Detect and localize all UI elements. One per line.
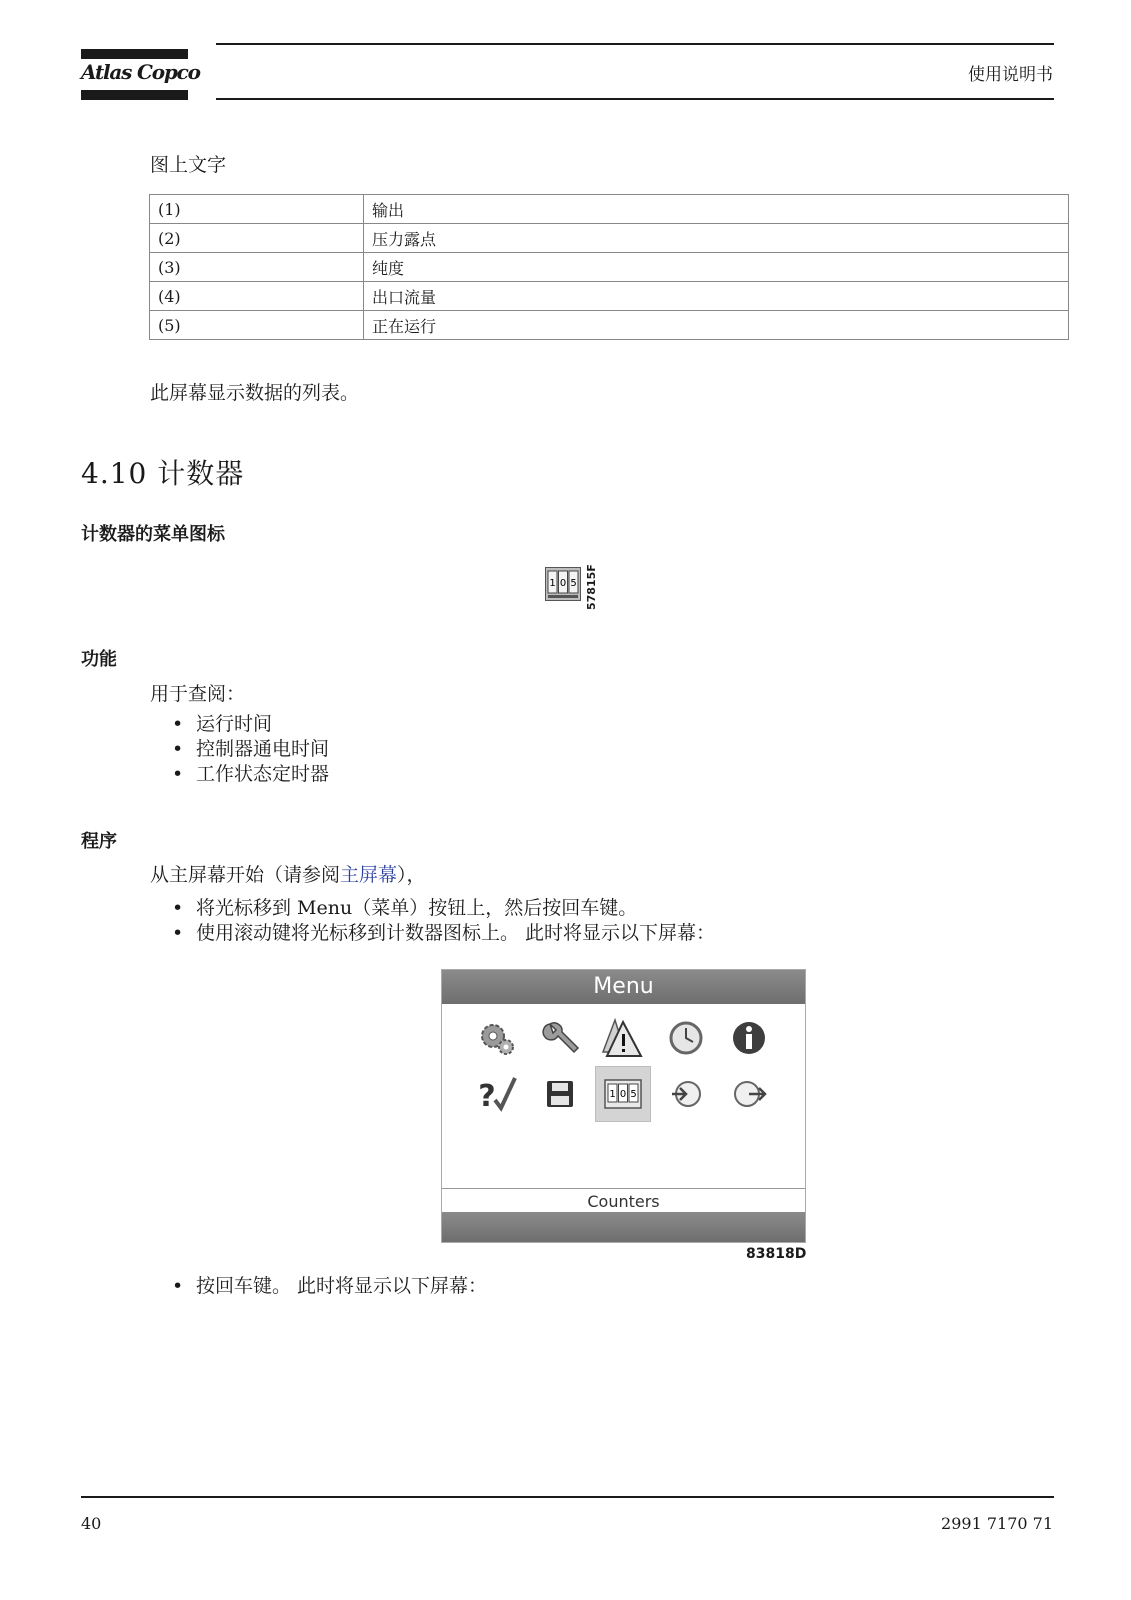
status-divider [442,1188,805,1189]
procedure-intro-suffix: ）， [397,864,426,886]
counters-icon[interactable] [599,1070,647,1118]
table-row [150,282,1069,311]
legend-table [149,194,1069,340]
svg-text:0: 0 [559,578,567,589]
procedure-final [172,1274,487,1299]
menu-icon-heading: 计数器的菜单图标 [81,524,225,545]
legend-label: 出口流量 [364,282,1069,311]
document-number: 2991 7170 71 [941,1514,1053,1533]
svg-text:0: 0 [619,1089,627,1100]
logo-bar-top [81,49,188,59]
list-item: • 运行时间 [172,712,329,737]
main-screen-link[interactable]: 主屏幕 [340,864,398,886]
section-title: 4.10 计数器 [81,457,245,490]
legend-num: (5) [150,311,364,340]
screen-figure-code: 83818D [746,1246,807,1262]
atlas-copco-logo: Atlas Copco [81,60,200,84]
svg-text:5: 5 [630,1089,637,1100]
svg-text:1: 1 [549,578,556,589]
counter-menu-icon [545,567,581,601]
menu-screen-footer-bar [442,1212,805,1242]
header-rule-bottom [216,98,1054,100]
list-item: • 按回车键。 此时将显示以下屏幕： [172,1274,487,1299]
list-item: • 将光标移到 Menu（菜单）按钮上，然后按回车键。 [172,896,715,921]
legend-num: (4) [150,282,364,311]
function-list [172,712,329,787]
icon-figure-code: 57815F [585,564,598,610]
save-disk-icon[interactable] [536,1070,584,1118]
legend-label: 正在运行 [364,311,1069,340]
menu-screen [441,969,806,1243]
legend-num: (1) [150,195,364,224]
info-icon[interactable] [725,1014,773,1062]
wrench-icon[interactable] [536,1014,584,1062]
help-check-icon[interactable] [473,1070,521,1118]
legend-num: (3) [150,253,364,282]
document-title: 使用说明书 [968,65,1053,85]
clock-icon[interactable] [662,1014,710,1062]
function-intro: 用于查阅： [150,683,246,705]
intro-paragraph: 此屏幕显示数据的列表。 [150,382,360,404]
table-row [150,311,1069,340]
menu-screen-title: Menu [442,970,805,1004]
legend-label: 输出 [364,195,1069,224]
list-item: • 控制器通电时间 [172,737,329,762]
table-row [150,224,1069,253]
forward-arrow-icon[interactable] [725,1070,773,1118]
legend-label: 压力露点 [364,224,1069,253]
function-heading: 功能 [81,649,117,670]
settings-gear-icon[interactable] [473,1014,521,1062]
page-number: 40 [81,1514,102,1533]
back-arrow-icon[interactable] [662,1070,710,1118]
svg-text:?: ? [478,1079,496,1114]
svg-text:5: 5 [570,578,577,589]
table-row [150,253,1069,282]
procedure-heading: 程序 [81,831,117,852]
legend-num: (2) [150,224,364,253]
svg-text:1: 1 [609,1089,616,1100]
warning-icon[interactable] [599,1014,647,1062]
header-rule-top [216,43,1054,45]
procedure-intro [150,860,426,887]
legend-title: 图上文字 [150,154,227,176]
legend-label: 纯度 [364,253,1069,282]
logo-bar-bottom [81,90,188,100]
procedure-steps [172,896,715,946]
list-item: • 使用滚动键将光标移到计数器图标上。 此时将显示以下屏幕： [172,921,715,946]
list-item: • 工作状态定时器 [172,762,329,787]
table-row [150,195,1069,224]
footer-rule [81,1496,1054,1498]
status-label: Counters [587,1192,660,1211]
procedure-intro-prefix: 从主屏幕开始（请参阅 [150,864,341,886]
